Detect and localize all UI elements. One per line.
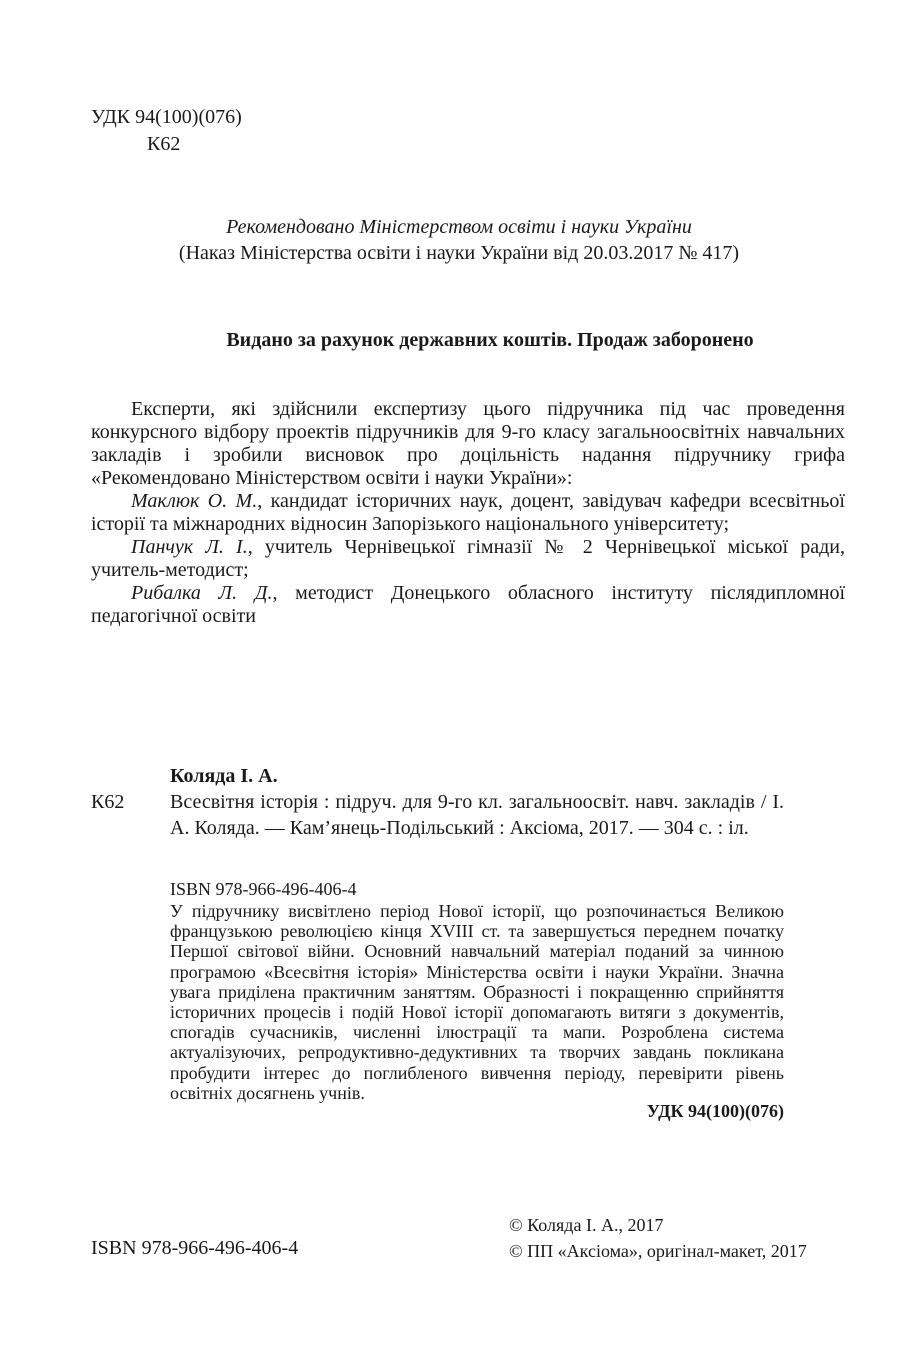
order-reference: (Наказ Міністерства освіти і науки України від 20.03.2017 № 417) — [178, 242, 740, 264]
recommendation — [0, 214, 918, 266]
bib-isbn: ISBN 978-966-496-406-4 — [170, 879, 357, 899]
funding-notice: Видано за рахунок державних коштів. Продаж заборонено — [226, 329, 754, 351]
footer-isbn: ISBN 978-966-496-406-4 — [91, 1237, 299, 1259]
library-code: К62 — [147, 133, 181, 155]
book-abstract — [170, 901, 784, 1103]
copyright-publisher: © ПП «Аксіома», оригінал-макет, 2017 — [509, 1241, 807, 1261]
bibliographic-entry: Всесвітня історія : підруч. для 9-го кл. загальноосвіт. навч. закладів / І. А. Коляда. — Кам’янець-Подільський : Аксіома, 2017. — 304 с. : іл. — [170, 791, 784, 839]
expert-desc: , учитель Чернівецької гімназії № 2 Чернівецької міської ради, учитель-методист; — [91, 536, 846, 581]
copyright-author: © Коляда І. А., 2017 — [509, 1215, 664, 1235]
expert-name: Панчук Л. І. — [131, 536, 248, 558]
expert-entry — [91, 536, 845, 582]
expert-desc: , методист Донецького обласного інституту післядипломної педагогічної освіти — [91, 582, 846, 627]
expert-name: Маклюк О. М. — [131, 490, 258, 512]
udk-code: УДК 94(100)(076) — [91, 106, 242, 128]
expert-entry — [91, 490, 845, 536]
bib-udk: УДК 94(100)(076) — [646, 1101, 784, 1121]
expert-entry — [91, 582, 845, 628]
expert-name: Рибалка Л. Д. — [131, 582, 273, 604]
experts-block — [91, 398, 845, 628]
bib-library-code: К62 — [91, 791, 125, 813]
book-author: Коляда І. А. — [170, 765, 278, 787]
recommendation-line: Рекомендовано Міністерством освіти і науки України — [226, 216, 692, 238]
abstract-text: У підручнику висвітлено період Нової історії, що розпочинається Великою французькою революцією кінця XVIII ст. та завершується переднем початку Першої світової війни. Основний навчальний матеріал поданий за чинною програмою «Всесвітня історія» Міністерства освіти і науки України. Значна увага приділена практичним заняттям. Образності і покращенню сприйняття історичних процесів і подій Нової історії допомагають витяги з документів, спогадів сучасників, численні ілюстрації та мапи. Розроблена система актуалізуючих, репродуктивно-дедуктивних та творчих завдань покликана пробудити інтерес до поглибленого вивчення періоду, перевірити рівень освітніх досягнень учнів. — [170, 901, 784, 1103]
copyright-block — [509, 1212, 807, 1264]
experts-intro: Експерти, які здійснили експертизу цього підручника під час проведення конкурсного відбору проектів підручників для 9-го класу загальноосвітніх навчальних закладів і зробили висновок про доцільність надання підручнику грифа «Рекомендовано Міністерством освіти і науки України»: — [91, 398, 845, 489]
expert-desc: , кандидат історичних наук, доцент, завідувач кафедри всесвітньої історії та міжнародних відносин Запорізького національного університету; — [91, 490, 845, 535]
